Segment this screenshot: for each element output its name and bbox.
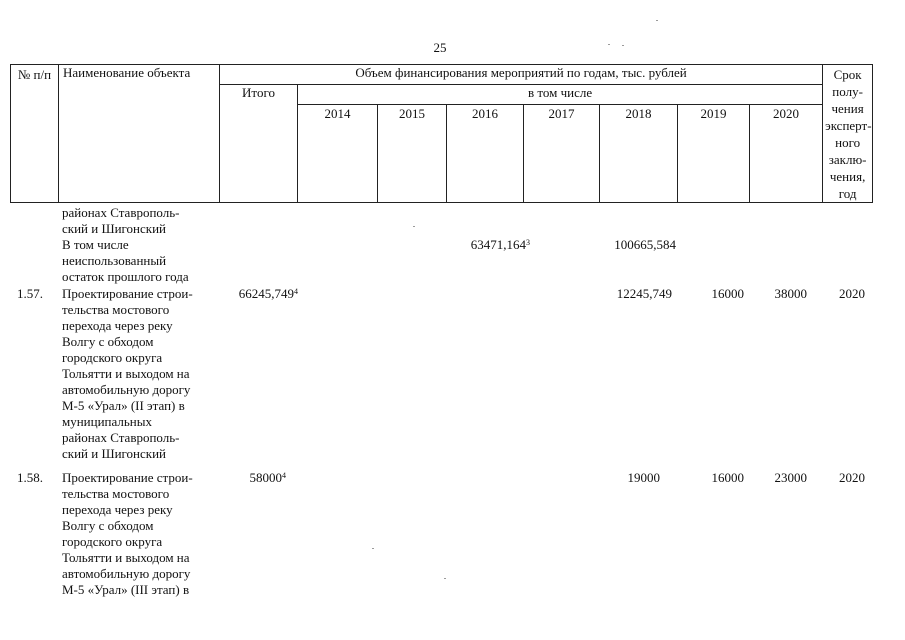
value-2019: 16000 — [711, 286, 744, 301]
name-line: Волгу с обходом — [62, 518, 154, 533]
col-vtom-header: в том числе — [298, 85, 823, 105]
name-line: перехода через реку — [62, 318, 173, 333]
value-itogo: 66245,749$^4$ — [238, 286, 298, 301]
row-number: 1.58. — [17, 470, 43, 485]
col-year-header: 2019 — [678, 105, 750, 203]
scan-speck — [372, 548, 374, 549]
name-line: перехода через реку — [62, 502, 173, 517]
col-year-header: 2014 — [298, 105, 378, 203]
col-year-header: 2017 — [524, 105, 600, 203]
row-number: 1.57. — [17, 286, 43, 301]
name-line: ский и Шигонский — [62, 446, 166, 461]
name-line: М-5 «Урал» (II этап) в — [62, 398, 185, 413]
name-line: муниципальных — [62, 414, 153, 429]
name-line: Тольятти и выходом на — [62, 366, 190, 381]
col-srok-header: Срок полу-чения эксперт-ного заклю-чения, год — [823, 65, 873, 203]
name-line: Волгу с обходом — [62, 334, 154, 349]
col-itogo-header: Итого — [220, 85, 298, 203]
name-line: районах Ставрополь- — [62, 205, 180, 220]
scan-speck — [656, 20, 658, 21]
scan-speck — [444, 578, 446, 579]
name-line: Проектирование строи- — [62, 470, 193, 485]
scan-speck — [608, 44, 610, 45]
name-line: остаток прошлого года — [62, 269, 189, 284]
name-line: автомобильную дорогу — [62, 566, 191, 581]
page-number: 25 — [433, 40, 447, 55]
name-line: неиспользованный — [62, 253, 167, 268]
name-line: Тольятти и выходом на — [62, 550, 190, 565]
col-no-header: № п/п — [11, 65, 59, 203]
col-year-header: 2018 — [600, 105, 678, 203]
name-line: ский и Шигонский — [62, 221, 166, 236]
name-line: В том числе — [62, 237, 129, 252]
value-2019: 16000 — [711, 470, 744, 485]
value-srok: 2020 — [839, 286, 865, 301]
name-line: городского округа — [62, 350, 163, 365]
name-line: Проектирование строи- — [62, 286, 193, 301]
col-financing-header: Объем финансирования мероприятий по годам, тыс. рублей — [220, 65, 823, 85]
name-line: М-5 «Урал» (III этап) в — [62, 582, 190, 597]
col-year-header: 2015 — [378, 105, 447, 203]
value-2018: 19000 — [627, 470, 660, 485]
value-2018: 12245,749 — [616, 286, 672, 301]
name-line: тельства мостового — [62, 486, 170, 501]
name-line: тельства мостового — [62, 302, 170, 317]
scan-speck — [622, 45, 624, 46]
col-name-header: Наименование объекта — [59, 65, 220, 203]
value-2016: 63471,164$^3$ — [470, 237, 530, 252]
col-year-header: 2016 — [447, 105, 524, 203]
value-srok: 2020 — [839, 470, 865, 485]
value-2018: 100665,584 — [614, 237, 676, 252]
value-itogo: 58000$^4$ — [249, 470, 286, 485]
value-2020: 38000 — [774, 286, 807, 301]
name-line: районах Ставрополь- — [62, 430, 180, 445]
scan-speck — [413, 226, 415, 227]
name-line: городского округа — [62, 534, 163, 549]
col-year-header: 2020 — [750, 105, 823, 203]
value-2020: 23000 — [774, 470, 807, 485]
table-header — [10, 64, 873, 203]
name-line: автомобильную дорогу — [62, 382, 191, 397]
